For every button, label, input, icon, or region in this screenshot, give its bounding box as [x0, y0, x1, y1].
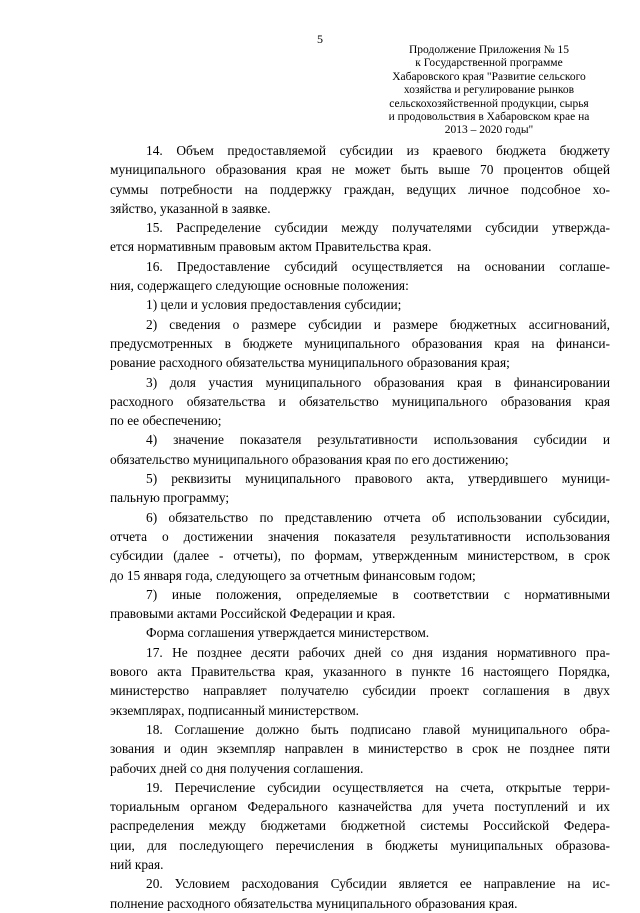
text-line: правовыми актами Российской Федерации и края.	[110, 606, 396, 622]
text-line: 5) реквизиты муниципального правового акта, утвердившего муници-	[146, 471, 610, 487]
appendix-header-line: хозяйства и регулирование рынков	[403, 84, 575, 97]
text-line: суммы потребности на поддержку граждан, ведущих личное подсобное хо-	[110, 181, 610, 197]
text-line: Форма соглашения утверждается министерством.	[146, 625, 430, 641]
text-line: 14. Объем предоставляемой субсидии из краевого бюджета бюджету	[146, 143, 610, 158]
text-line: 17. Не позднее десяти рабочих дней со дня издания нормативного пра-	[146, 644, 610, 660]
text-line: зования и один экземпляр направлен в министерство в срок не позднее пяти	[110, 741, 610, 757]
text-line: полнение расходного обязательства муниципального образования края.	[110, 895, 518, 911]
appendix-header-line: и продовольствия в Хабаровском крае на	[388, 111, 590, 124]
text-line: 15. Распределение субсидии между получателями субсидии утвержда-	[146, 220, 610, 236]
text-line: ции, для последующего перечисления в бюджеты муниципальных образова-	[110, 837, 610, 853]
text-line: зяйство, указанной в заявке.	[110, 200, 271, 216]
text-line: обязательство муниципального образования края по его достижению;	[110, 451, 509, 467]
appendix-header-line: 2013 – 2020 годы"	[444, 124, 534, 137]
appendix-header-line: к Государственной программе	[415, 57, 563, 70]
text-line: министерство направляет получателю субсидии проект соглашения в двух	[110, 683, 610, 699]
text-line: предусмотренных в бюджете муниципального образования края на финанси-	[110, 335, 610, 351]
document-body	[110, 141, 610, 913]
text-line: ториальным органом Федерального казначейства для учета поступлений и их	[110, 799, 610, 815]
text-line: до 15 января года, следующего за отчетным финансовым годом;	[110, 567, 476, 583]
text-line: муниципального образования края не может быть выше 70 процентов общей	[110, 162, 610, 178]
text-line: ния, содержащего следующие основные положения:	[110, 278, 409, 294]
text-line: 18. Соглашение должно быть подписано главой муниципального обра-	[146, 721, 610, 737]
text-line: рование расходного обязательства муниципального образования края;	[110, 355, 510, 371]
text-line: рабочих дней со дня получения соглашения.	[110, 760, 364, 776]
text-line: расходного обязательства и обязательство муниципального образования края	[110, 393, 610, 409]
text-line: 7) иные положения, определяемые в соответствии с нормативными	[146, 586, 610, 602]
text-line: 19. Перечисление субсидии осуществляется на счета, открытые терри-	[146, 779, 610, 795]
text-line: вового акта Правительства края, указанного в пункте 16 настоящего Порядка,	[110, 664, 610, 680]
text-line: по ее обеспечению;	[110, 413, 222, 429]
text-line: 16. Предоставление субсидий осуществляется на основании соглаше-	[146, 258, 610, 274]
text-line: 20. Условием расходования Субсидии является ее направление на ис-	[146, 876, 610, 892]
text-line: 1) цели и условия предоставления субсидии;	[146, 297, 402, 313]
text-line: субсидии (далее - отчеты), по формам, утвержденным министерством, в срок	[110, 548, 610, 564]
text-line: ний края.	[110, 856, 164, 872]
text-line: 6) обязательство по представлению отчета об использовании субсидии,	[146, 509, 610, 525]
page-number: 5	[317, 32, 323, 46]
appendix-header-line: Хабаровского края "Развитие сельского	[392, 70, 586, 83]
text-line: ется нормативным правовым актом Правительства края.	[110, 239, 432, 255]
text-line: отчета о достижении значения показателя результативности использования	[110, 528, 610, 544]
text-line: распределения между бюджетами бюджетной системы Российской Федера-	[110, 818, 610, 834]
appendix-header-line: Продолжение Приложения № 15	[409, 44, 569, 56]
text-line: 4) значение показателя результативности использования субсидии и	[146, 432, 610, 448]
appendix-header	[376, 44, 602, 138]
text-line: 3) доля участия муниципального образования края в финансировании	[146, 374, 610, 390]
text-line: 2) сведения о размере субсидии и размере бюджетных ассигнований,	[146, 316, 610, 332]
text-line: пальную программу;	[110, 490, 230, 506]
text-line: экземплярах, подписанный министерством.	[110, 702, 360, 718]
appendix-header-line: сельскохозяйственной продукции, сырья	[389, 97, 589, 110]
